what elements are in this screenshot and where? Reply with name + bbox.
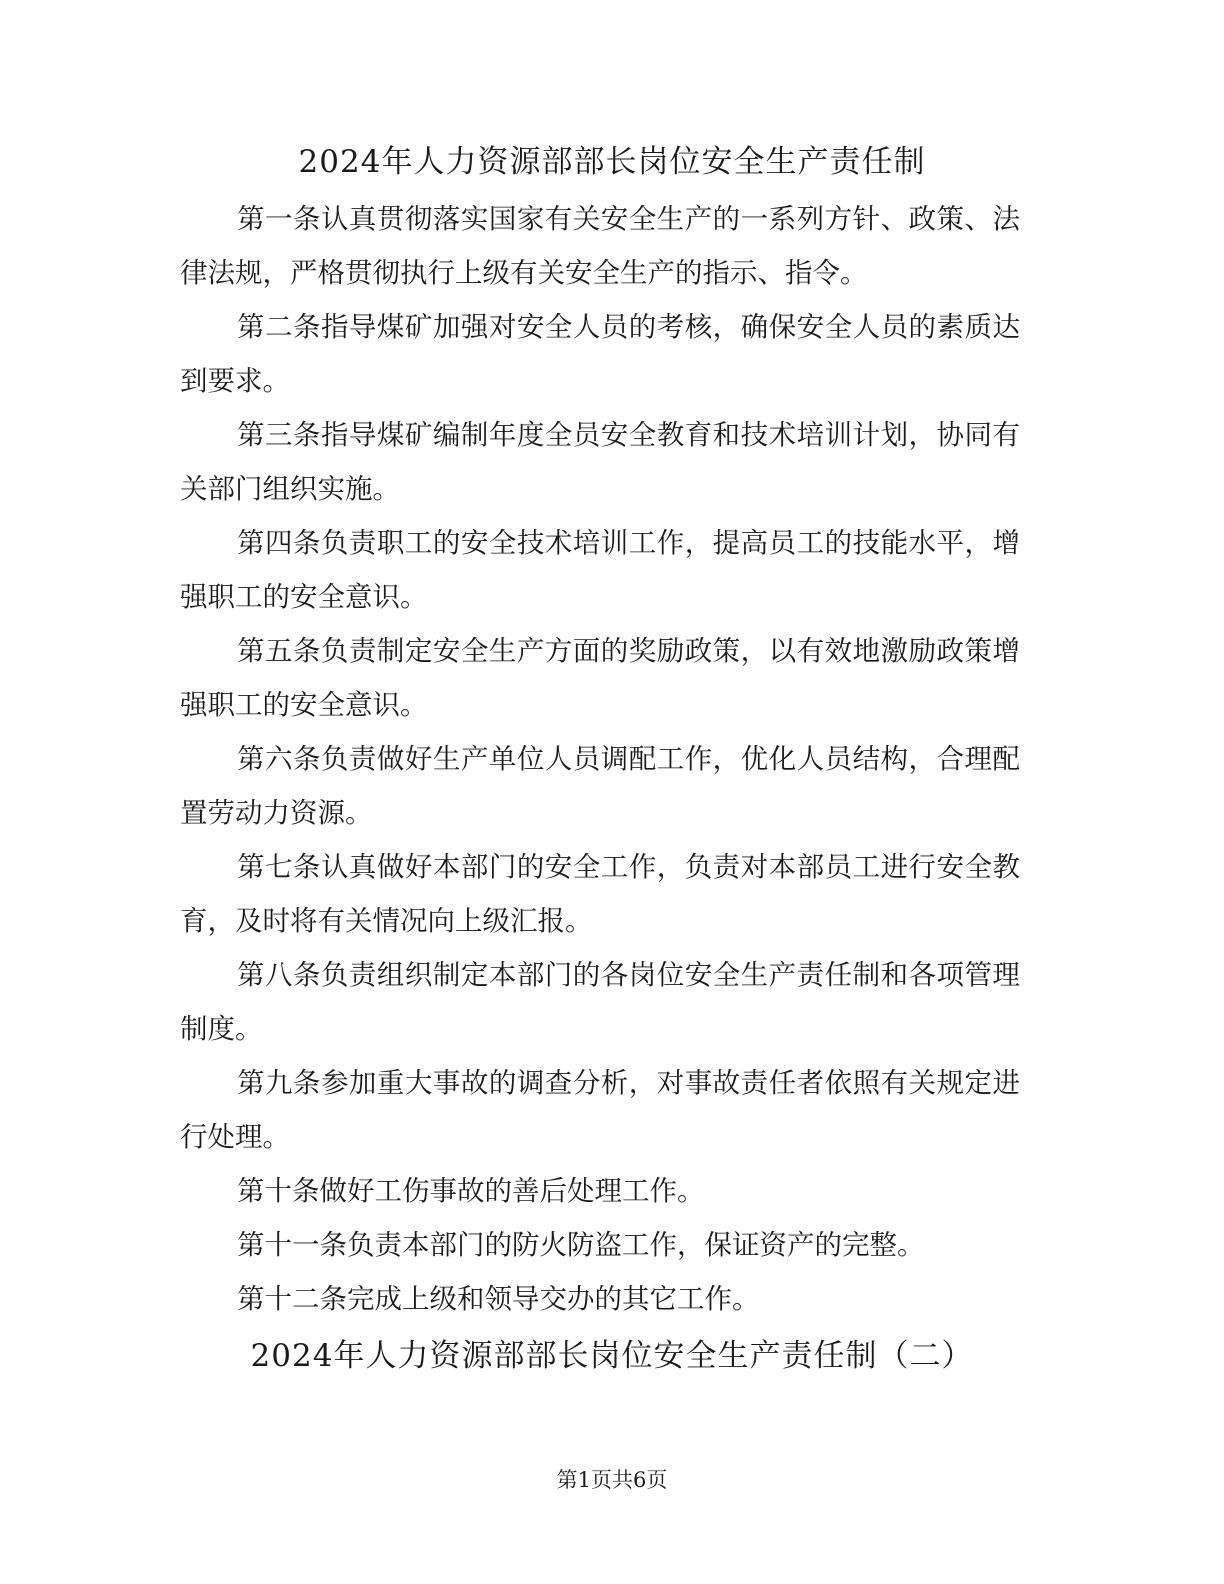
article-5: 第五条负责制定安全生产方面的奖励政策，以有效地激励政策增强职工的安全意识。 (180, 635, 1020, 721)
article-8: 第八条负责组织制定本部门的各岗位安全生产责任制和各项管理制度。 (180, 959, 1020, 1045)
article-7: 第七条认真做好本部门的安全工作，负责对本部员工进行安全教育，及时将有关情况向上级汇报。 (180, 851, 1020, 937)
article-list (180, 192, 1020, 1326)
article-9: 第九条参加重大事故的调查分析，对事故责任者依照有关规定进行处理。 (180, 1067, 1020, 1153)
article-10: 第十条做好工伤事故的善后处理工作。 (237, 1175, 705, 1207)
second-section-title: 2024年人力资源部部长岗位安全生产责任制（二） (250, 1338, 974, 1374)
document-title: 2024年人力资源部部长岗位安全生产责任制 (298, 144, 926, 180)
article-11: 第十一条负责本部门的防火防盗工作，保证资产的完整。 (237, 1229, 925, 1261)
article-6: 第六条负责做好生产单位人员调配工作，优化人员结构，合理配置劳动力资源。 (180, 743, 1020, 829)
article-3: 第三条指导煤矿编制年度全员安全教育和技术培训计划，协同有关部门组织实施。 (180, 419, 1020, 505)
article-1: 第一条认真贯彻落实国家有关安全生产的一系列方针、政策、法律法规，严格贯彻执行上级有关安全生产的指示、指令。 (180, 203, 1020, 289)
article-2: 第二条指导煤矿加强对安全人员的考核，确保安全人员的素质达到要求。 (180, 311, 1020, 397)
article-4: 第四条负责职工的安全技术培训工作，提高员工的技能水平，增强职工的安全意识。 (180, 527, 1020, 613)
page-number: 第1页共6页 (556, 1468, 668, 1492)
article-12: 第十二条完成上级和领导交办的其它工作。 (237, 1283, 760, 1315)
